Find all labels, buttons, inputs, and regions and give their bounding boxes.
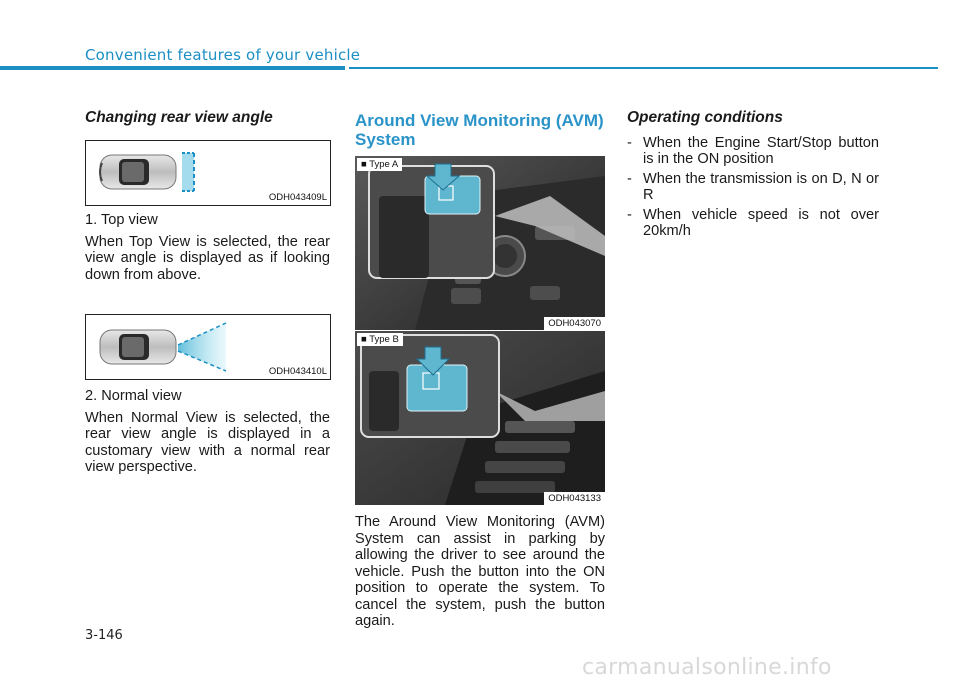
page-number: 3-146 — [85, 628, 123, 643]
avm-heading-block — [355, 111, 605, 149]
avm-body — [355, 514, 605, 630]
bullet-dash: - — [627, 170, 632, 187]
photo-code: ODH043133 — [544, 492, 605, 505]
header-rule-thick — [0, 66, 345, 70]
bullet-dash: - — [627, 206, 632, 223]
right-column — [627, 110, 879, 240]
left-column — [85, 110, 330, 127]
heading-operating-conditions: Operating conditions — [627, 109, 783, 126]
photo-code: ODH043070 — [544, 317, 605, 330]
list-item — [627, 135, 879, 168]
console-photo-a — [355, 156, 605, 330]
header-rule-thin — [349, 67, 938, 69]
figure-code: ODH043409L — [268, 192, 327, 203]
figure-code: ODH043410L — [268, 366, 327, 377]
photo-type-b — [355, 331, 605, 505]
heading-avm: Around View Monitoring (AVM) System — [355, 111, 604, 149]
figure-top-view — [85, 140, 331, 206]
heading-changing-rear-view-angle: Changing rear view angle — [85, 109, 273, 126]
photo-type-a — [355, 156, 605, 330]
figure-normal-view — [85, 314, 331, 380]
item-text-normal-view: When Normal View is selected, the rear view angle is displayed in a customary view with a normal rear view perspective. — [85, 409, 330, 475]
item-text-top-view: When Top View is selected, the rear view angle is displayed as if looking down from above. — [85, 233, 330, 283]
section-title: Convenient features of your vehicle — [85, 46, 361, 64]
list-item — [627, 171, 879, 204]
conditions-list — [627, 135, 879, 240]
item-title-normal-view: 2. Normal view — [85, 388, 182, 404]
type-a-label: ■ Type A — [357, 158, 402, 171]
list-item — [627, 207, 879, 240]
condition-text: When vehicle speed is not over 20km/h — [643, 206, 879, 239]
condition-text: When the Engine Start/Stop button is in the ON position — [643, 134, 879, 167]
condition-text: When the transmission is on D, N or R — [643, 170, 879, 203]
console-photo-b — [355, 331, 605, 505]
normal-view-text — [85, 388, 330, 476]
top-view-text — [85, 212, 330, 283]
watermark: carmanualsonline.info — [582, 655, 832, 680]
item-title-top-view: 1. Top view — [85, 212, 158, 228]
bullet-dash: - — [627, 134, 632, 151]
avm-body-text: The Around View Monitoring (AVM) System can assist in parking by allowing the driver to see around the vehicle. Push the button into the ON position to operate the system. To cancel the system, push the button again. — [355, 514, 605, 629]
type-b-label: ■ Type B — [357, 333, 403, 346]
